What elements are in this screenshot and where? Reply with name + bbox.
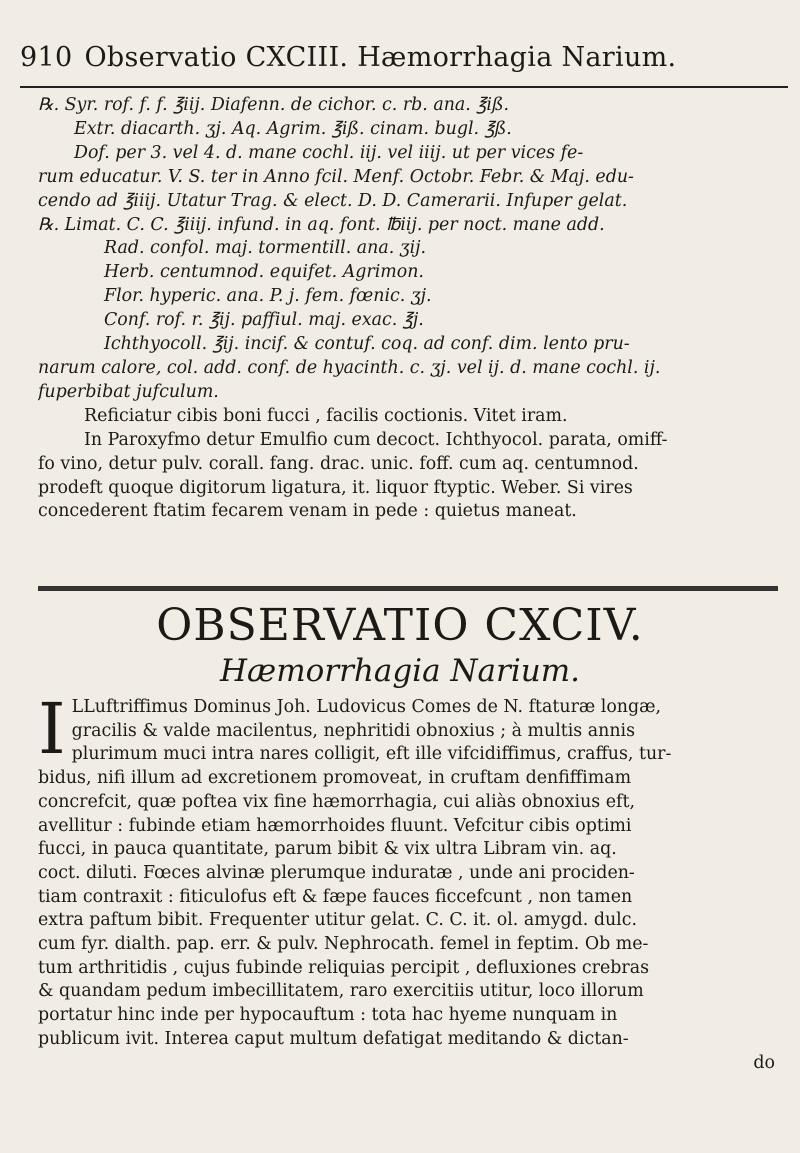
header-rule	[20, 86, 788, 88]
text-line: coct. diluti. Fœces alvinæ plerumque induratæ , unde ani prociden-	[38, 862, 635, 883]
text-line: cendo ad ℥iiij. Utatur Trag. & elect. D. D. Camerarii. Infuper gelat.	[38, 190, 628, 211]
text-line: In Paroxyfmo detur Emulfio cum decoct. Ichthyocol. parata, omiff-	[84, 429, 668, 450]
catchword: do	[753, 1052, 775, 1073]
text-line: fo vino, detur pulv. corall. fang. drac. unic. foff. cum aq. centumnod.	[38, 453, 639, 474]
text-line: plurimum muci intra nares colligit, eft ille vifcidiffimus, craffus, tur-	[71, 744, 672, 765]
observation-title: OBSERVATIO CXCIV.	[156, 600, 644, 651]
text-line: prodeft quoque digitorum ligatura, it. liquor ftyptic. Weber. Si vires	[38, 477, 633, 498]
section-divider	[38, 586, 778, 591]
text-line: concrefcit, quæ poftea vix fine hæmorrhagia, cui aliàs obnoxius eft,	[38, 791, 636, 812]
text-line: ℞. Syr. rof. f. f. ℥iij. Diafenn. de cichor. c. rb. ana. ℥iß.	[38, 95, 510, 115]
text-line: bidus, nifi illum ad excretionem promoveat, in cruftam denfiffimam	[38, 768, 632, 789]
text-line: Dof. per 3. vel 4. d. mane cochl. iij. vel iiij. ut per vices fe-	[74, 142, 584, 163]
text-line: Rad. confol. maj. tormentill. ana. ʒij.	[104, 238, 427, 259]
text-line: rum educatur. V. S. ter in Anno fcil. Menf. Octobr. Febr. & Maj. edu-	[38, 166, 634, 187]
text-line: narum calore, col. add. conf. de hyacinth. c. ʒj. vel ij. d. mane cochl. ij.	[38, 357, 661, 378]
text-line: Flor. hyperic. ana. P. j. fem. fœnic. ʒj.	[104, 286, 432, 307]
text-line: tum arthritidis , cujus fubinde reliquias percipit , defluxiones crebras	[38, 957, 650, 978]
text-line: portatur hinc inde per hypocauftum : tota hac hyeme nunquam in	[38, 1005, 618, 1026]
observation-body	[38, 688, 783, 1075]
text-line: tiam contraxit : fiticulofus eft & fæpe fauces ficcefcunt , non tamen	[38, 886, 633, 907]
text-line: & quandam pedum imbecillitatem, raro exercitiis utitur, loco illorum	[38, 981, 644, 1002]
page-number: 910	[20, 42, 73, 73]
text-line: concederent ftatim fecarem venam in pede : quietus maneat.	[38, 501, 577, 522]
text-line: ℞. Limat. C. C. ℥iiij. infund. in aq. font. ℔iij. per noct. mane add.	[38, 214, 605, 235]
text-line: Extr. diacarth. ʒj. Aq. Agrim. ℥iß. cinam. bugl. ℥ß.	[74, 118, 512, 139]
text-line: fuperbibat jufculum.	[38, 381, 219, 402]
text-line: LLuftriffimus Dominus Joh. Ludovicus Comes de N. ftaturæ longæ,	[71, 697, 661, 717]
text-line: fucci, in pauca quantitate, parum bibit & vix ultra Libram vin. aq.	[38, 839, 617, 860]
text-line: Conf. rof. r. ℥ij. paffiul. maj. exac. ℥j.	[104, 310, 424, 331]
text-line: Ichthyocoll. ℥ij. incif. & contuf. coq. ad conf. dim. lento pru-	[104, 334, 630, 355]
running-title: Observatio CXCIII. Hæmorrhagia Narium.	[84, 42, 677, 73]
observation-subtitle: Hæmorrhagia Narium.	[220, 653, 580, 689]
text-line: Reficiatur cibis boni fucci , facilis coctionis. Vitet iram.	[84, 405, 568, 426]
running-head	[20, 42, 780, 73]
text-line: extra paftum bibit. Frequenter utitur gelat. C. C. it. ol. amygd. dulc.	[38, 910, 638, 931]
text-line: publicum ivit. Interea caput multum defatigat meditando & dictan-	[38, 1028, 629, 1049]
text-line: Herb. centumnod. equifet. Agrimon.	[104, 262, 424, 283]
text-line: gracilis & valde macilentus, nephritidi obnoxius ; à multis annis	[71, 720, 636, 741]
text-line: cum fyr. dialth. pap. err. & pulv. Nephrocath. femel in feptim. Ob me-	[38, 934, 649, 955]
drop-cap: I	[38, 688, 66, 770]
text-line: avellitur : fubinde etiam hæmorrhoides fluunt. Vefcitur cibis optimi	[38, 815, 632, 836]
previous-observation-text	[38, 94, 783, 524]
